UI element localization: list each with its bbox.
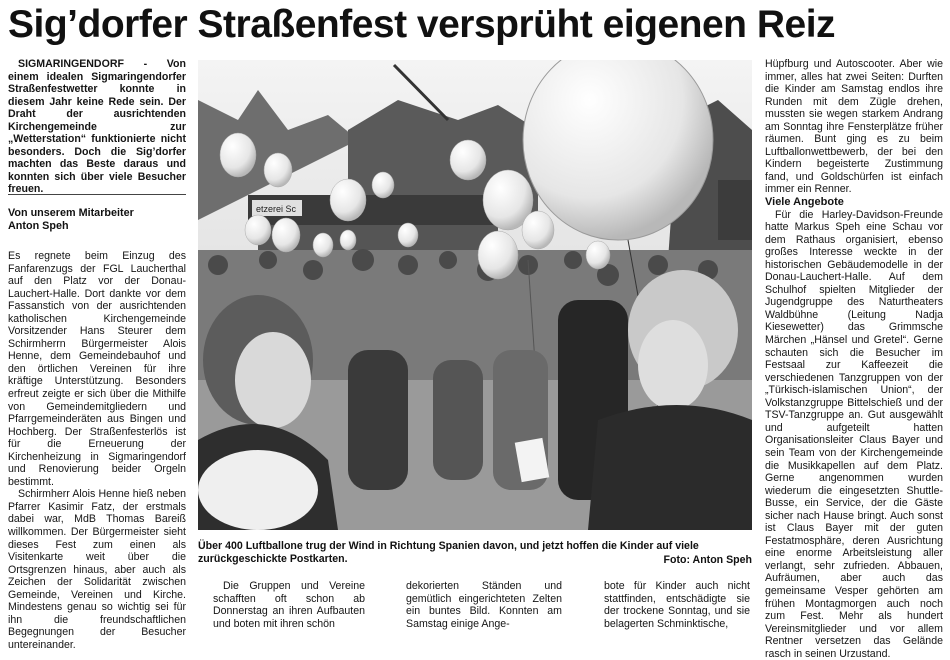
body-paragraph: Hüpfburg und Autoscooter. Aber wie immer, alles hat zwei Seiten: Durften die Kinder am Samstag endlos ihre Runden mit dem Zügle drehen, mussten sie wegen starkem Andrang am Sonntag ihre Fensterplätze früher räumen. Bunt ging es zu beim Luftballonwettbewerb, der bei den Kindern begeisterte Zustimmung fand, und Goldschürfen ist einfach immer ein Renner. <box>765 58 943 196</box>
lead-paragraph: SIGMARINGENDORF - Von einem idealen Sigmaringendorfer Straßenfestwetter konnte in diesem Jahr keine Rede sein. Der Draht der ausrichtenden Kirchengemeinde zur „Wetterstation“ funktionierte nicht besonders. Doch die Sig’dorfer machten das Beste daraus und konnten sich über viele Besucher freuen. <box>8 58 186 196</box>
byline-author: Anton Speh <box>8 220 69 232</box>
photo-credit: Foto: Anton Speh <box>663 553 752 566</box>
photo-caption <box>198 540 752 566</box>
body-paragraph: Für die Harley-Davidson-Freunde hatte Markus Speh eine Schau vor dem Rathaus organisiert, ebenso großes Interesse weckte in der historischen Gebäudemodelle in der Donau-Lauchert-Halle. Auf dem Schulhof spielten Mitglieder der Jugendgruppe des Naturtheaters Waldbühne (Leitung Nadja Kiesewetter) das Grimmsche Märchen „Hänsel und Gretel“. Gerne schauten sich die Besucher im Festsaal zur Kaffeezeit die verschiedenen Tanzgruppen von der „Türkisch-islamischen Union“, der Volkstanzgruppe Bittelschieß und der TSV-Tanzgruppe an. Gut ausgewählt und aufgeteilt hatten Organisationsleiter Claus Bayer und sein Team von der Kirchengemeinde die Musikkapellen auf dem Platz. Gerne angenommen wurden wiederum die eingesetzten Shuttle-Busse, ein Service, der die Gäste sicher nach Hause bringt. Auch sonst ist Claus Bayer mit der guten Festatmosphäre, deren Ausrichtung eine enorme Arbeitsleistung aller verlangt, sehr zufrieden. Abbauen, Aufräumen, aber auch das gemeinsame Vesper gehörten am frühen Montagmorgen auch noch zum Fest. Mehr als hundert Vereinsmitglieder und vor allem Rentner versetzen das Gelände rasch in seinen Urzustand. <box>765 208 943 660</box>
byline <box>8 207 186 233</box>
body-paragraph: bote für Kinder auch nicht stattfinden, entschädigte sie der trockene Sonntag, und sie belagerten Schminktische, <box>604 580 750 630</box>
body-paragraph: Es regnete beim Einzug des Fanfarenzugs der FGL Laucherthal auf den Platz vor der Donau-Lauchert-Halle. Dort dankte vor dem Fassanstich von der ausrichtenden katholischen Kirchengemeinde Vorsitzender Hans Steurer dem Schirmherrn Bürgermeister Alois Henne, dem Gemeindebauhof und den örtlichen Vereinen für ihre kräftige Unterstützung. Besonders erfreut zeigte er sich über die Mithilfe von Gemeindemitgliedern und Pfarrgemeinderäten aus Bingen und Hochberg. Der Straßenfesterlös ist für die Erneuerung der Kirchenheizung in Sigmaringendorf und Renovierung beider Orgeln bestimmt. <box>8 250 186 488</box>
body-paragraph: Die Gruppen und Vereine schafften oft schon ab Donnerstag an ihren Aufbauten und boten mit ihren schön <box>213 580 365 630</box>
caption-text: Über 400 Luftballone trug der Wind in Richtung Spanien davon, und jetzt hoffen die Kinder auf viele zurückgeschickte Postkarten. <box>198 540 699 565</box>
subheading: Viele Angebote <box>765 196 844 209</box>
lead-divider <box>8 194 186 195</box>
body-paragraph: dekorierten Ständen und gemütlich eingerichteten Zelten ein buntes Bild. Konnten am Samstag einige Ange- <box>406 580 562 630</box>
column-5-body <box>765 58 943 660</box>
headline: Sig’dorfer Straßenfest versprüht eigenen Reiz <box>8 3 836 46</box>
balloon-crowd-photo <box>198 60 752 530</box>
column-1-body <box>8 250 186 652</box>
byline-line1: Von unserem Mitarbeiter <box>8 207 134 219</box>
column-2-body <box>213 580 365 630</box>
article-photo <box>198 60 752 530</box>
body-paragraph: Schirmherr Alois Henne hieß neben Pfarrer Kasimir Fatz, der erstmals dabei war, MdB Thomas Bareiß willkommen. Der Bürgermeister sieht dieses Fest zum einen als Visitenkarte weit über die Ortsgrenzen hinaus, aber auch als Zeichen der Solidarität zwischen Gemeinde, Vereinen und Kirche. Mindestens genau so wichtig sei für ihn die freundschaftlichen Begegnungen der Besucher untereinander. <box>8 488 186 651</box>
column-3-body <box>406 580 562 630</box>
column-4-body <box>604 580 750 630</box>
stand-sign: etzerei Sc <box>256 204 297 214</box>
lead-block <box>8 58 186 196</box>
